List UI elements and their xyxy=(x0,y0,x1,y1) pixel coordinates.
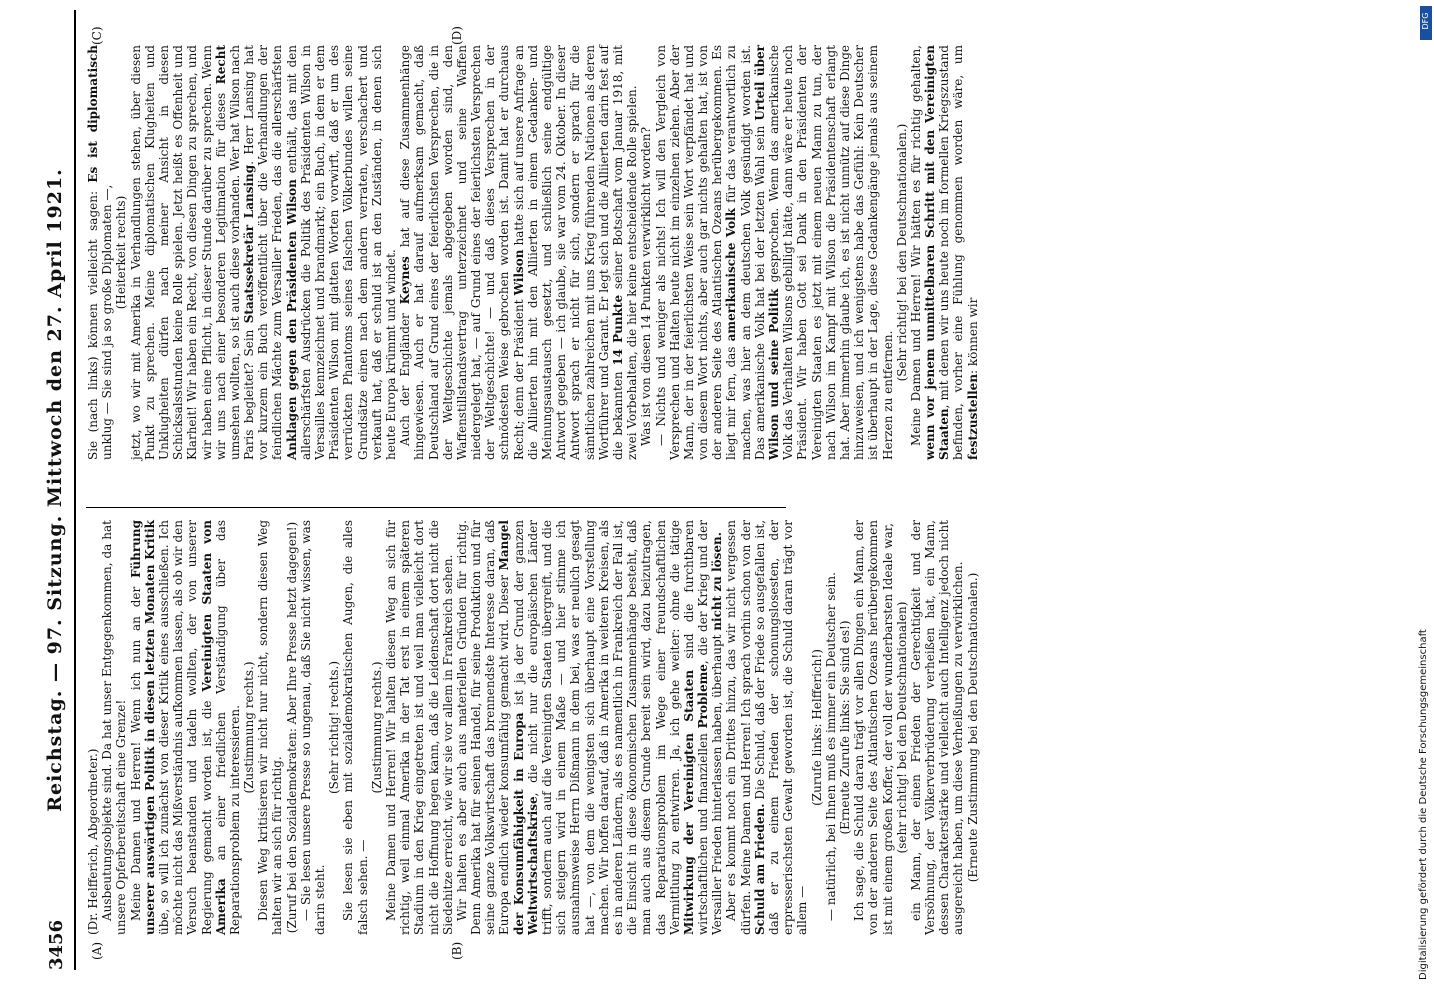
interjection: (Zustimmung rechts.) xyxy=(369,661,384,794)
paragraph: — natürlich, bei Ihnen muß es immer ein Deutscher sein. xyxy=(823,572,838,921)
interjection: (Sehr richtig! rechts.) xyxy=(327,660,342,795)
paragraph: Sie lesen sie eben mit sozialdemokratischen Augen, die alles falsch sehen. — xyxy=(341,520,370,935)
paragraph: Auch der Engländer Keynes hat auf diese Zusammenhänge hingewiesen. Auch er hat darauf aufmerksam gemacht, daß Deutschland auf Grund eines der feierlichsten Versprechen, die in der Weltgeschichte jemals abgegeben worden sind, den Waffenstillstandsvertrag unterzeichnet und seine Waffen niedergelegt hat, — auf Grund eines der feierlichsten Versprechen der Weltgeschichte! — und daß dieses Versprechen in der schnödesten Weise gebrochen worden ist. Damit hat er durchaus Recht; denn der Präsident Wilson hatte sich auf unsere Anfrage an die Alliierten hin mit den Alliierten in einem Gedanken- und Meinungsaustausch gesetzt, und schließlich seine endgültige Antwort gegeben — ich glaube, sie war vom 24. Oktober. In dieser Antwort sprach er nicht für sich, sondern er sprach für die sämtlichen zahlreichen mit uns Krieg führenden Nationen als deren Wortführer und Garant. Er legt sich und die Alliierten darin fest auf die bekannten 14 Punkte seiner Botschaft vom Januar 1918, mit zwei Vorbehalten, die hier keine entscheidende Rolle spielen. xyxy=(398,44,640,460)
dfg-logo: DFG xyxy=(1420,6,1432,40)
speaker-label: (Dr. Helfferich, Abgeordneter.) xyxy=(86,748,100,935)
credit-text: Digitalisierung gefördert durch die Deutsche Forschungsgemeinschaft xyxy=(1418,629,1429,980)
paragraph: Ich sage, die Schuld daran trägt vor allen Dingen ein Mann, der von der anderen Seite des Atlantischen Ozeans herübergekommen ist mit einem großen Koffer, der voll der wunderbarsten Ideale war, xyxy=(852,520,895,935)
margin-mark-d: (D) xyxy=(450,26,464,45)
paragraph: Sie (nach links) können vielleicht sagen: Es ist diplomatisch unklug — Sie sind ja so große Diplomaten —, xyxy=(86,45,115,460)
interjection: (Erneute Zustimmung bei den Deutschnationalen.) xyxy=(965,572,980,883)
paragraph: jetzt, wo wir mit Amerika in Verhandlungen stehen, über diesen Punkt zu sprechen. Meine diplomatischen Klugheiten und Unklugheiten dürfen nach meiner Ansicht in diesen Schicksalsstunden keine Rolle spielen. Jetzt heißt es Offenheit und Klarheit! Wir haben ein Recht, von diesen Dingen zu sprechen, und wir haben eine Pflicht, in dieser Stunde darüber zu sprechen. Wenn wir uns nach einer besonderen Legitimation für dieses Recht umsehen wollten, so ist auch diese vorhanden. Wer hat Wilson nach Paris begleitet? Sein Staatssekretär Lansing. Herr Lansing hat vor kurzem ein Buch veröffentlicht über die Verhandlungen der feindlichen Mächte zum Versailler Frieden, das die allerschärfsten Anklagen gegen den Präsidenten Wilson enthält, das mit den allerschärfsten Ausdrücken die Politik des Präsidenten Wilson in Versailles kennzeichnet und brandmarkt; ein Buch, in dem er dem Präsidenten Wilson mit glatten Worten vorwirft, daß er um des verrückten Phantoms seines falschen Völkerbundes willen seine Grundsätze einen nach dem andern verraten, verschachert und verkauft hat, daß er schuld ist an den Zuständen, in denen sich heute Europa krümmt und windet. xyxy=(128,44,398,460)
margin-mark-c: (C) xyxy=(90,26,104,45)
paragraph: — Nichts und weniger als nichts! Ich will den Vergleich von Versprechen und Halten heute nicht im einzelnen ziehen. Aber der Mann, der in der feierlichsten Weise sein Wort verpfändet hat und von diesem Wort nichts, aber auch gar nichts gehalten hat, ist von der anderen Seite des Atlantischen Ozeans herübergekommen. Es liegt mir fern, das amerikanische Volk für das verantwortlich zu machen, was hier an dem deutschen Volk gesündigt worden ist. Das amerikanische Volk hat bei der letzten Wahl sein Urteil über Wilson und seine Politik gesprochen. Wenn das amerikanische Volk das Verhalten Wilsons gebilligt hätte, dann wäre er heute noch Präsident. Wir haben Gott sei Dank in den Präsidenten der Vereinigten Staaten es jetzt mit einem neuen Mann zu tun, der nach Wilson im Kampf mit Wilson die Präsidentenschaft erlangt hat. Aber immerhin glaube ich, es ist nicht unnütz auf diese Dinge hinzuweisen, und ich wenigstens habe das Gefühl: Kein Deutscher ist überhaupt in der Lage, diese Gedankengänge jemals aus seinem Herzen zu entfernen. xyxy=(653,45,895,460)
paragraph: Aber es kommt noch ein Drittes hinzu, das wir nicht vergessen dürfen. Meine Damen und Herren! Ich sprach vorhin schon von der Schuld am Frieden. Die Schuld, daß der Friede so ausgefallen ist, daß er zu einem Frieden der schonungslosesten, der erpresserischsten Gewalt geworden ist, die Schuld daran trägt vor allem — xyxy=(724,519,810,935)
paragraph: ein Mann, der einen Frieden der Gerechtigkeit und der Versöhnung, der Völkerverbrüderung verheißen hat, ein Mann, dessen Charakterstärke und vielleicht auch Intelligenz jedoch nicht ausgereicht haben, um diese Verheißungen zu verwirklichen. xyxy=(908,520,966,935)
right-column xyxy=(86,45,980,460)
page-header xyxy=(40,10,76,970)
left-column xyxy=(86,520,980,935)
credit-line xyxy=(1418,390,1432,980)
paragraph: Was ist von diesen 14 Punkten verwirklicht worden? xyxy=(639,126,654,446)
page-title: Reichstag. — 97. Sitzung. Mittwoch den 27. April 1921. xyxy=(44,168,66,812)
paragraph: Wir halten es aber auch aus materiellen Gründen für richtig. Denn Amerika hat für seinen Handel, für seine Produktion und für seine ganze Volkswirtschaft das brennendste Interesse daran, daß Europa endlich wieder konsumfähig gemacht wird. Dieser Mangel der Konsumfähigkeit in Europa ist ja der Grund der ganzen Weltwirtschaftskrise, die nicht nur die europäischen Länder trifft, sondern auch auf die Vereinigten Staaten übergreift, und die sich steigern wird in einem Maße — und hier stimme ich ausnahmsweise Herrn Dißmann in dem bei, was er neulich gesagt hat —, von dem die wenigsten sich überhaupt eine Vorstellung machen. Wir hoffen darauf, daß in Amerika in weiteren Kreisen, als es in anderen Ländern, als es namentlich in Frankreich der Fall ist, die Einsicht in diese ökonomischen Zusammenhänge besteht, daß man auch aus diesem Grunde bereit sein wird, dazu beizutragen, das Reparationsproblem im Wege einer freundschaftlichen Vermittlung zu entwirren. Ja, ich gehe weiter: ohne die tätige Mitwirkung der Vereinigten Staaten sind die furchtbaren wirtschaftlichen und finanziellen Probleme, die der Krieg und der Versailler Frieden hinterlassen haben, überhaupt nicht zu lösen. xyxy=(454,520,725,935)
interjection: (sehr richtig! bei den Deutschnationalen) xyxy=(894,601,909,854)
paragraph: Ausbeutungsobjekte sind. Da hat unser Entgegenkommen, da hat unsere Opferbereitschaft eine Grenze! xyxy=(100,520,129,935)
margin-mark-a: (A) xyxy=(90,941,104,960)
interjection: (Zustimmung rechts.) xyxy=(242,661,257,794)
column-divider xyxy=(86,507,786,508)
paragraph: Diesen Weg kritisieren wir nicht nur nicht, sondern diesen Weg halten wir an sich für richtig. xyxy=(256,520,285,935)
interjection: (Zurufe links: Helfferich!) xyxy=(809,649,824,806)
interjection: (Sehr richtig! bei den Deutschnationalen.) xyxy=(894,123,909,382)
paragraph: — Sie lesen unsere Presse so ungenau, daß Sie nicht wissen, was darin steht. xyxy=(298,520,327,935)
page-number: 3456 xyxy=(46,919,67,970)
margin-mark-b: (B) xyxy=(450,941,464,960)
interjection: (Heiterkeit rechts) xyxy=(114,195,129,310)
paragraph: Meine Damen und Herren! Wir halten diesen Weg an sich für richtig, weil einmal Amerika in der Tat erst in einem späteren Stadium in den Krieg eingetreten ist und weil man vielleicht dort nicht die Hoffnung hegen kann, daß die Leidenschaft dort nicht die Siedehitze erreicht, wie wir sie vor allem in Frankreich sehen. xyxy=(383,520,455,935)
paragraph: Meine Damen und Herren! Wir hätten es für richtig gehalten, wenn vor jenem unmittelbaren Schritt mit den Vereinigten Staaten, mit denen wir uns heute noch im formellen Kriegszustand befinden, vorher eine Fühlung genommen worden wäre, um festzustellen: können wir xyxy=(908,45,980,460)
paragraph: Meine Damen und Herren! Wenn ich nun an der Führung unserer auswärtigen Politik in diesen letzten Monaten Kritik übe, so will ich zunächst von dieser Kritik eines ausschließen. Ich möchte nicht das Mißverständnis aufkommen lassen, als ob wir den Versuch beanstanden und tadeln wollten, der von unserer Regierung gemacht worden ist, die Vereinigten Staaten von Amerika an einer friedlichen Verständigung über das Reparationsproblem zu interessieren. xyxy=(128,520,242,935)
interjection: (Zuruf bei den Sozialdemokraten: Aber Ihre Presse hetzt dagegen!) xyxy=(284,521,299,934)
interjection: (Erneute Zurufe links: Sie sind es!) xyxy=(837,620,852,835)
